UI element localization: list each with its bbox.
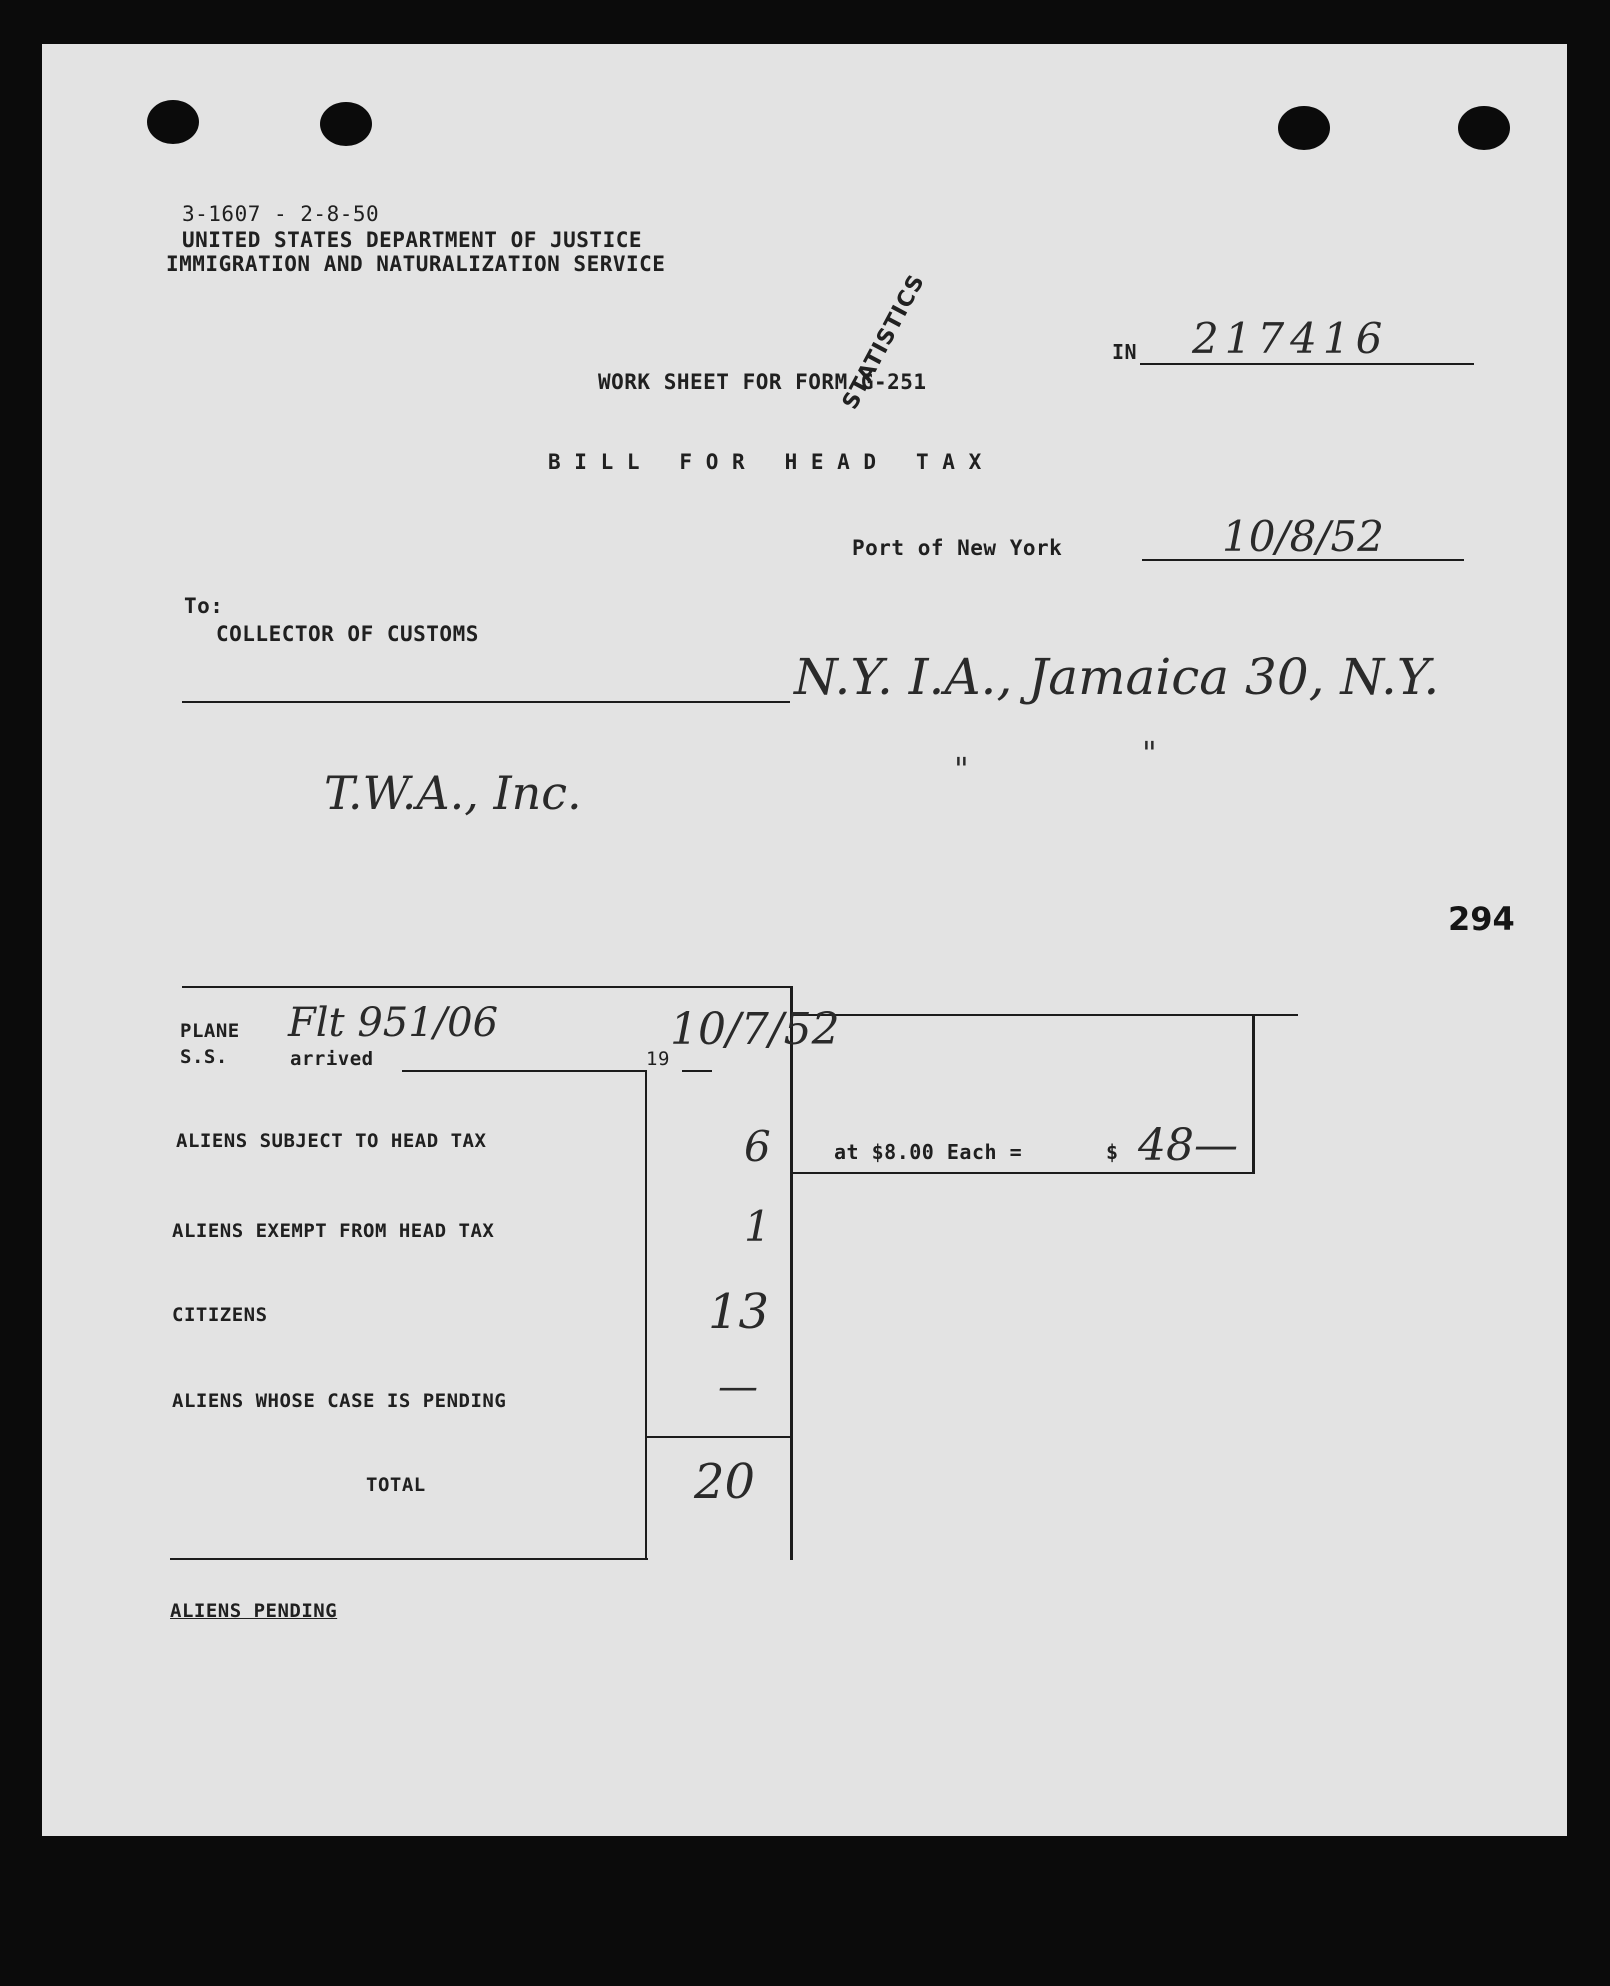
aliens-pending-label: ALIENS PENDING: [170, 1600, 338, 1622]
collector-of-customs: COLLECTOR OF CUSTOMS: [216, 622, 479, 646]
dollar-sign: $: [1106, 1140, 1119, 1164]
tax-box-bottom: [792, 1172, 1254, 1174]
in-number-line: [1140, 363, 1474, 365]
row-value-exempt-from-tax: 1: [744, 1202, 771, 1251]
worksheet-title: WORK SHEET FOR FORM G-251: [598, 370, 927, 394]
row-value-citizens: 13: [708, 1284, 770, 1340]
total-top-rule: [646, 1436, 792, 1438]
year-line: [682, 1070, 712, 1072]
table-bottom-rule: [170, 1558, 648, 1560]
address-line: [182, 701, 790, 703]
service-name: IMMIGRATION AND NATURALIZATION SERVICE: [166, 252, 666, 276]
page-number: 294: [1448, 900, 1515, 938]
row-label-exempt-from-tax: ALIENS EXEMPT FROM HEAD TAX: [172, 1220, 495, 1242]
port-label: Port of New York: [852, 536, 1063, 560]
total-label: TOTAL: [366, 1474, 426, 1496]
row-label-citizens: CITIZENS: [172, 1304, 268, 1326]
arrived-line: [402, 1070, 646, 1072]
in-number: 217416: [1192, 314, 1389, 363]
ss-label: S.S.: [180, 1046, 228, 1068]
bill-title: B I L L F O R H E A D T A X: [548, 450, 982, 474]
address-handwritten: N.Y. I.A., Jamaica 30, N.Y.: [794, 648, 1440, 706]
flight-number: Flt 951/06: [288, 1000, 499, 1046]
tax-box-right: [1252, 1014, 1255, 1174]
year-prefix: 19: [646, 1048, 670, 1070]
ditto-mark-1: ": [954, 750, 969, 788]
statistics-stamp: STATISTICS: [838, 270, 931, 414]
form-code: 3-1607 - 2-8-50: [182, 202, 380, 226]
row-label-pending: ALIENS WHOSE CASE IS PENDING: [172, 1390, 507, 1412]
row-value-pending: —: [718, 1364, 758, 1410]
left-column-right-rule: [790, 986, 793, 1560]
punch-hole-1: [147, 100, 199, 144]
department-name: UNITED STATES DEPARTMENT OF JUSTICE: [182, 228, 643, 252]
ditto-mark-2: ": [1142, 734, 1157, 772]
arrival-date: 10/7/52: [670, 1004, 840, 1055]
arrived-label: arrived: [290, 1048, 374, 1070]
to-label: To:: [184, 594, 224, 618]
punch-hole-3: [1278, 106, 1330, 150]
port-date: 10/8/52: [1222, 512, 1384, 561]
punch-hole-4: [1458, 106, 1510, 150]
carrier-handwritten: T.W.A., Inc.: [324, 766, 582, 820]
total-value: 20: [694, 1454, 756, 1510]
row-value-subject-to-tax: 6: [744, 1122, 771, 1171]
tax-box-top: [792, 1014, 1298, 1016]
row-label-subject-to-tax: ALIENS SUBJECT TO HEAD TAX: [176, 1130, 487, 1152]
punch-hole-2: [320, 102, 372, 146]
plane-label: PLANE: [180, 1020, 240, 1042]
worksheet-page: [42, 44, 1567, 1836]
rate-text: at $8.00 Each =: [834, 1140, 1023, 1164]
tax-amount: 48—: [1138, 1120, 1238, 1171]
table-top-rule: [182, 986, 792, 988]
value-column-left-rule: [645, 1070, 647, 1560]
in-label: IN: [1112, 340, 1138, 364]
